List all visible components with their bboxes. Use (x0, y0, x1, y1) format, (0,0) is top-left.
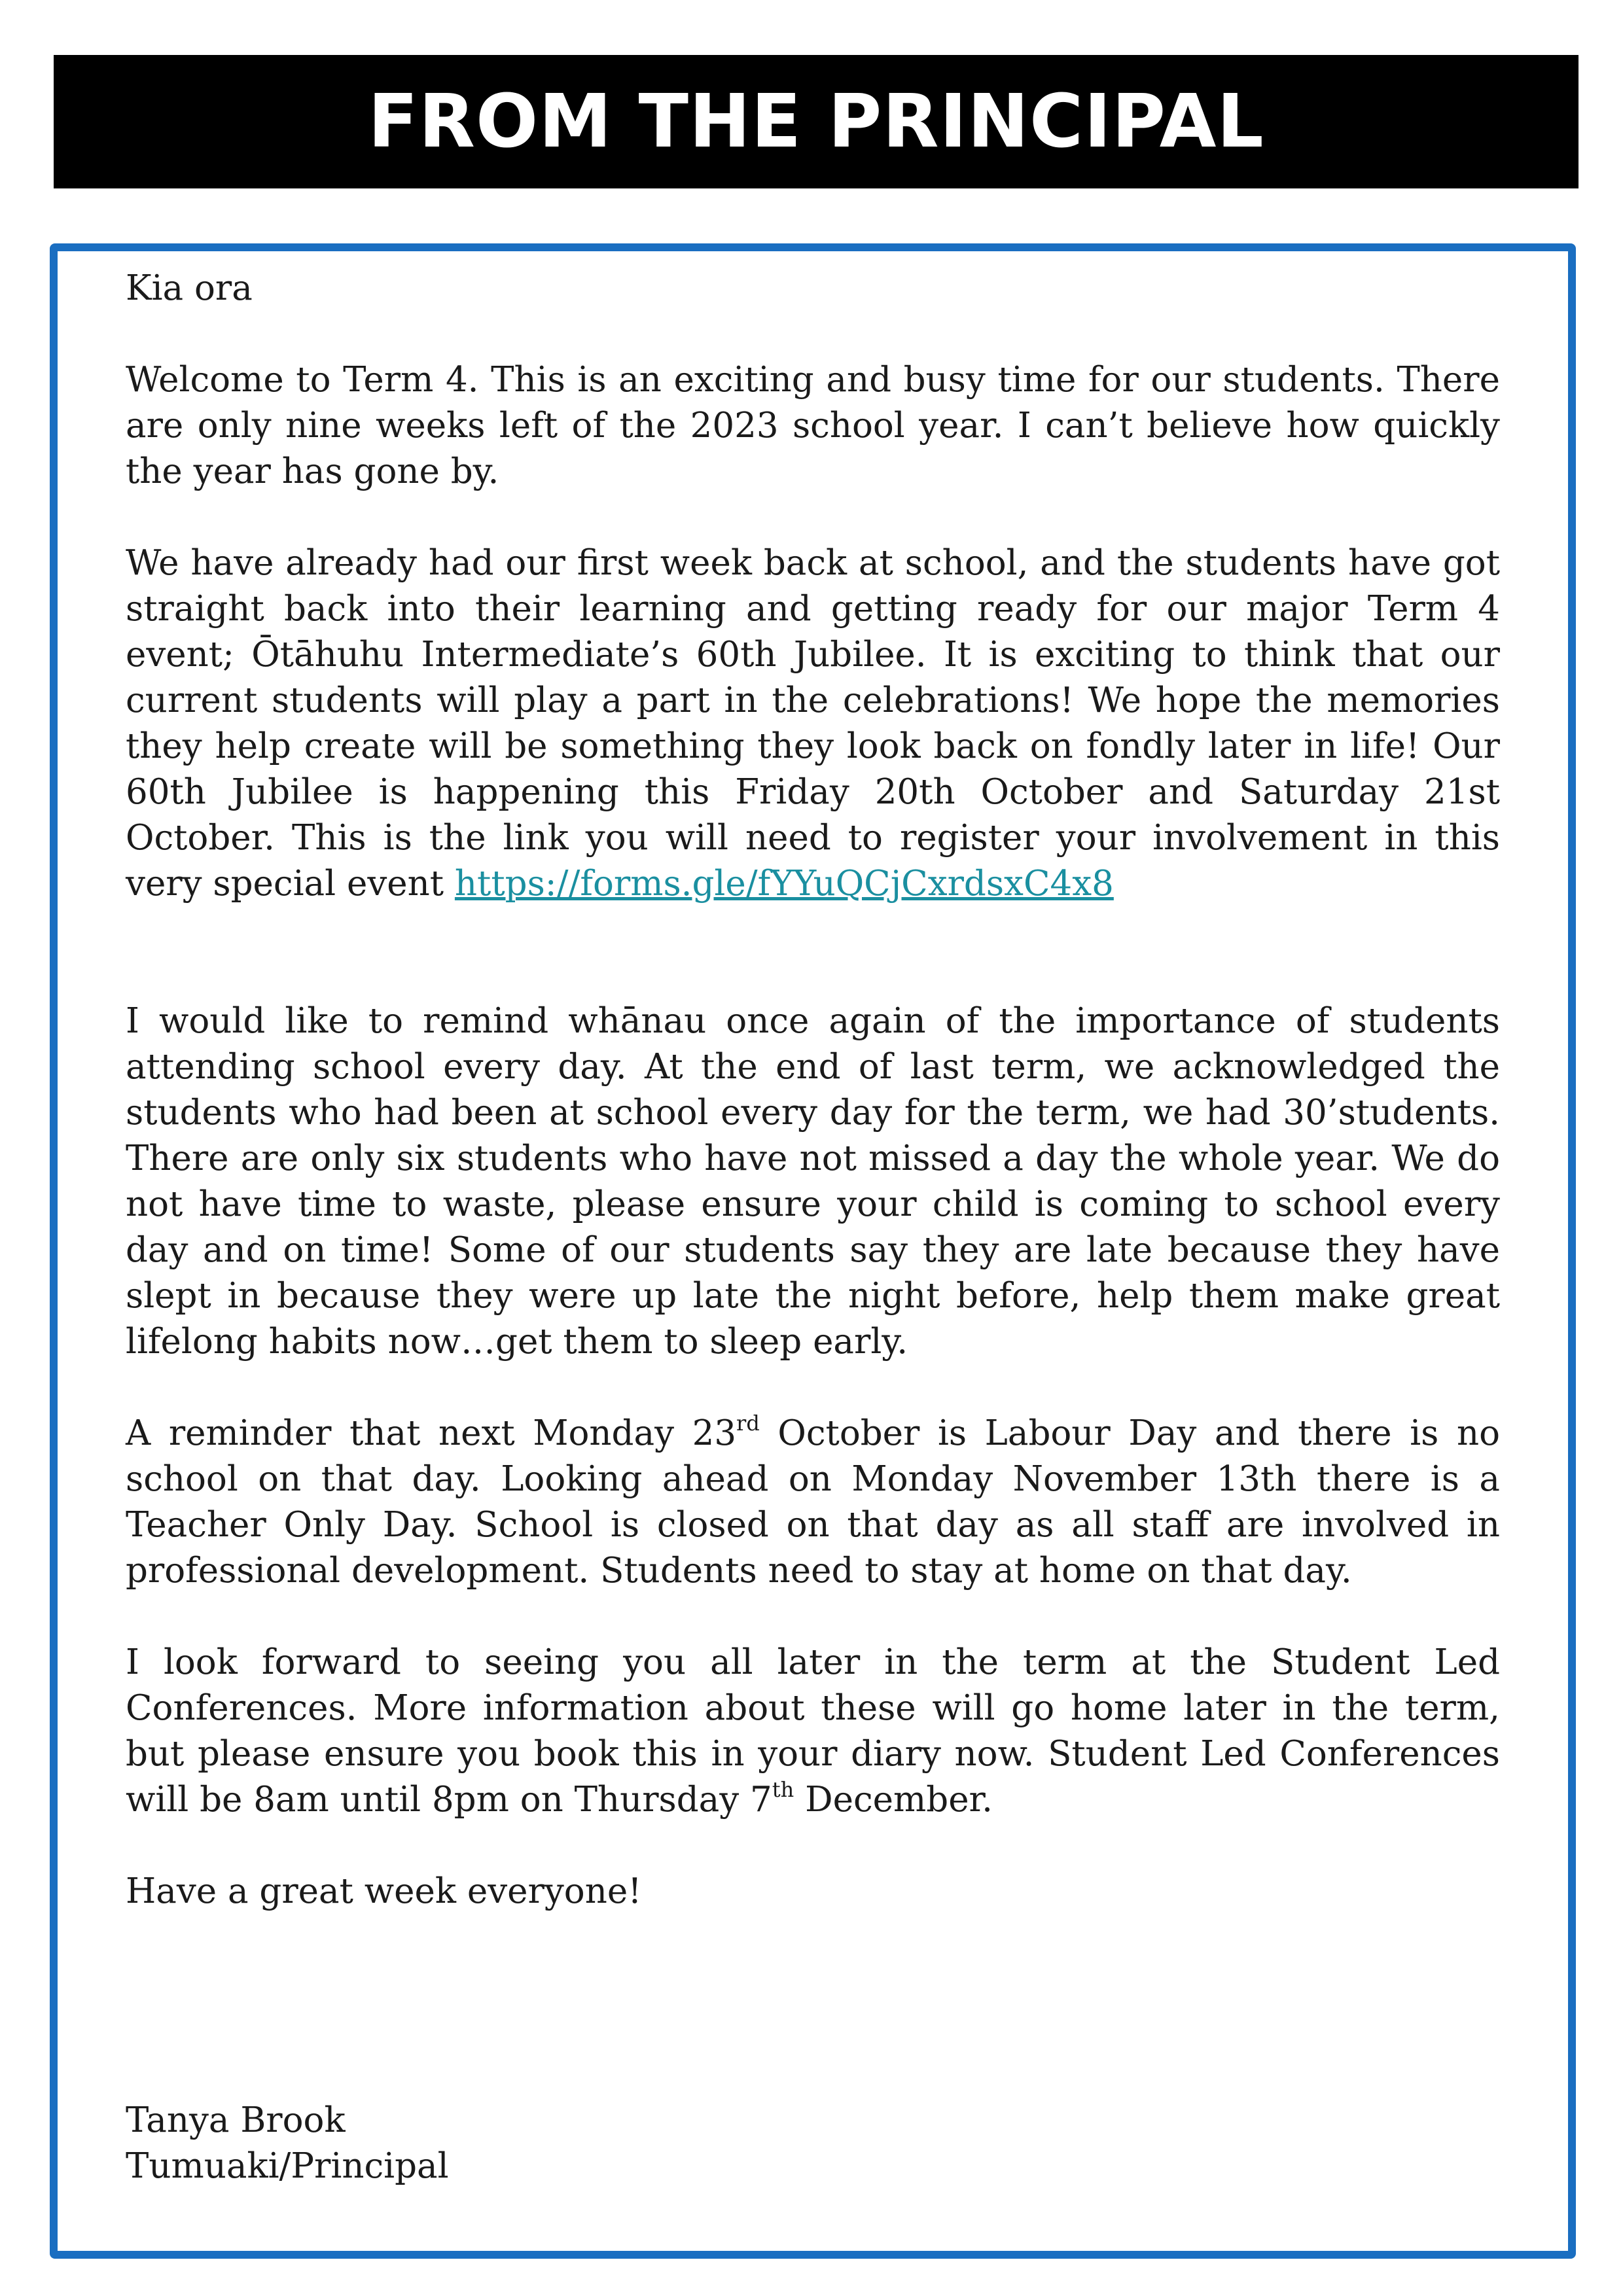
registration-link[interactable]: https://forms.gle/fYYuQCjCxrdsxC4x8 (454, 864, 1114, 904)
signature-title: Tumuaki/Principal (126, 2146, 449, 2186)
conferences-text-end: December. (794, 1780, 993, 1820)
paragraph-attendance: I would like to remind whānau once again of the importance of students attending school every day. At the end of last term, we acknowledged the students who had been at school every day for the term, we had 30’students. There are only six students who have not missed a day the whole year. We do not have time to waste, please ensure your child is coming to school every day and on time! Some of our students say they are late because they have slept in because they were up late the night before, help them make great lifelong habits now…get them to sleep early. (126, 1001, 1500, 1362)
ordinal-suffix: th (772, 1777, 794, 1802)
spacer (126, 1365, 1500, 1411)
greeting: Kia ora (126, 268, 253, 308)
signature-name: Tanya Brook (126, 2100, 346, 2140)
ordinal-suffix: rd (736, 1411, 760, 1436)
paragraph-jubilee (126, 540, 1500, 907)
page-title: FROM THE PRINCIPAL (368, 79, 1264, 164)
paragraph-conferences (126, 1640, 1500, 1823)
spacer (126, 1594, 1500, 1640)
paragraph-welcome: Welcome to Term 4. This is an exciting and busy time for our students. There are only nine weeks left of the 2023 school year. I can’t believe how quickly the year has gone by. (126, 360, 1500, 491)
jubilee-text: We have already had our first week back at school, and the students have got straight back into their learning and getting ready for our major Term 4 event; Ōtāhuhu Intermediate’s 60th Jubilee. It is exciting to think that our current students will play a part in the celebrations! We hope the memories they help create will be something they look back on fondly later in life! Our 60th Jubilee is happening this Friday 20th October and Saturday 21st October. This is the link you will need to register your involvement in this very special event (126, 543, 1500, 904)
labour-day-text-end: October is Labour Day and there is no school on that day. Looking ahead on Monday November 13th there is a Teacher Only Day. School is closed on that day as all staff are involved in professional development. Students need to stay at home on that day. (126, 1413, 1500, 1591)
header-bar (54, 55, 1578, 188)
labour-day-text-start: A reminder that next Monday 23 (126, 1413, 737, 1453)
closing-line: Have a great week everyone! (126, 1871, 642, 1911)
spacer (126, 1915, 1500, 2098)
spacer (126, 1823, 1500, 1869)
spacer (126, 311, 1500, 357)
spacer (126, 907, 1500, 998)
conferences-text-start: I look forward to seeing you all later in the term at the Student Led Conferences. More information about these will go home later in the term, but please ensure you book this in your diary now. Student Led Conferences will be 8am until 8pm on Thursday 7 (126, 1642, 1500, 1820)
principal-letter (50, 243, 1576, 2259)
paragraph-labour-day (126, 1411, 1500, 1594)
spacer (126, 495, 1500, 540)
